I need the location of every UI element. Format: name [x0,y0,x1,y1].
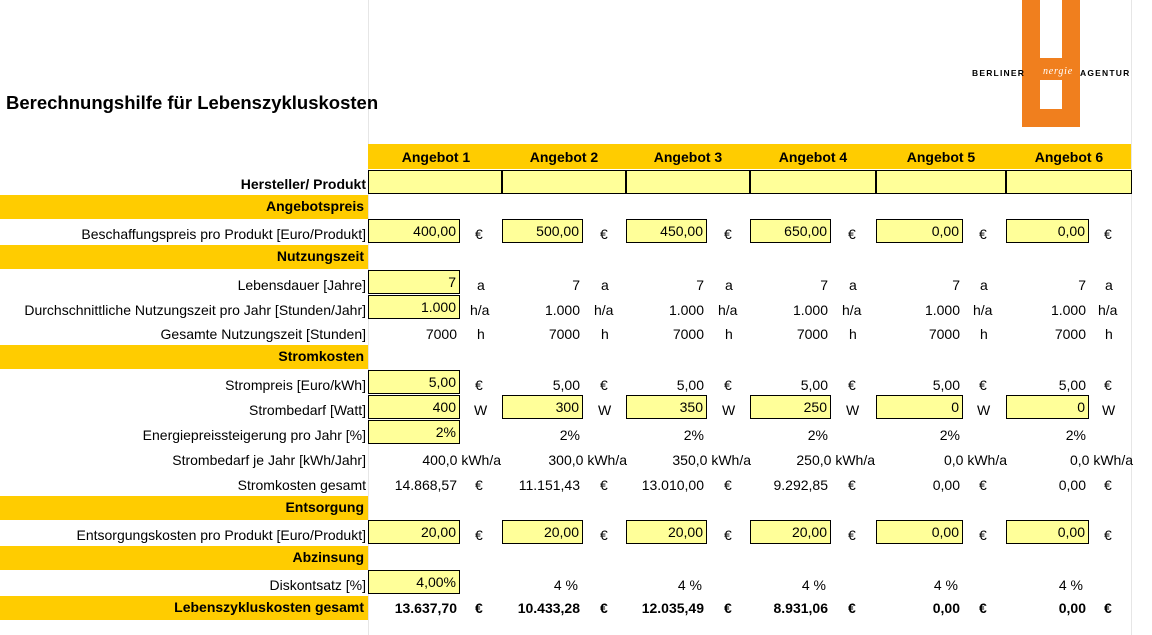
total-value-2: 10.433,28 [517,600,580,616]
gesamt-nutzungszeit-value-3: 7000 [672,326,704,342]
gesamt-nutzungszeit-label: Gesamte Nutzungszeit [Stunden] [160,326,366,342]
unit-euro: € [1104,226,1112,242]
unit-euro: € [724,527,732,543]
stromkosten-gesamt-value-1: 14.868,57 [394,477,457,493]
unit-euro: € [600,377,608,393]
strombedarf-input-3[interactable]: 350 [626,395,707,419]
total-label: Lebenszykluskosten gesamt [174,599,364,615]
column-header-angebot-1[interactable]: Angebot 1 [401,149,471,165]
section-label: Abzinsung [292,549,364,565]
unit-euro: € [848,377,856,393]
column-header-angebot-6[interactable]: Angebot 6 [1034,149,1104,165]
gesamt-nutzungszeit-value-4: 7000 [796,326,828,342]
gesamt-nutzungszeit-value-5: 7000 [928,326,960,342]
total-value-4: 8.931,06 [773,600,828,616]
entsorgung-input-3[interactable]: 20,00 [626,520,707,544]
unit-hours-per-year: h/a [1098,302,1118,318]
energiepreis-value-6: 2% [1065,427,1086,443]
diskontsatz-value-3: 4 % [677,577,702,593]
unit-watt: W [722,402,736,418]
entsorgung-input-4[interactable]: 20,00 [750,520,831,544]
section-nutzungszeit [0,245,368,269]
strompreis-input-1[interactable]: 5,00 [368,370,460,394]
unit-euro: € [724,477,732,493]
unit-years: a [849,277,857,293]
stromkosten-gesamt-value-3: 13.010,00 [641,477,704,493]
unit-hours: h [1105,326,1113,342]
lebensdauer-value-6: 7 [1078,277,1086,293]
unit-euro: € [1104,377,1112,393]
strombedarf-jahr-value-4: 250,0 kWh/a [796,452,875,468]
unit-hours: h [849,326,857,342]
unit-euro: € [848,527,856,543]
section-stromkosten [0,345,368,369]
section-label: Nutzungszeit [276,248,364,264]
unit-euro: € [979,600,987,616]
unit-euro: € [475,226,483,242]
hersteller-input-6[interactable] [1006,170,1132,194]
unit-euro: € [724,226,732,242]
unit-hours-per-year: h/a [594,302,614,318]
entsorgung-input-5[interactable]: 0,00 [876,520,963,544]
section-label: Stromkosten [278,348,364,364]
strombedarf-input-6[interactable]: 0 [1006,395,1089,419]
hersteller-input-1[interactable] [368,170,502,194]
strombedarf-input-5[interactable]: 0 [876,395,963,419]
diskontsatz-input-1[interactable]: 4,00% [368,570,460,594]
unit-hours: h [477,326,485,342]
unit-hours: h [601,326,609,342]
stromkosten-gesamt-value-4: 9.292,85 [773,477,828,493]
logo-text-mid: nergie [1043,66,1073,77]
section-label: Entsorgung [285,499,364,515]
energiepreis-value-3: 2% [683,427,704,443]
strombedarf-jahr-value-2: 300,0 kWh/a [548,452,627,468]
gesamt-nutzungszeit-value-6: 7000 [1054,326,1086,342]
energiepreis-value-4: 2% [807,427,828,443]
gesamt-nutzungszeit-value-1: 7000 [425,326,457,342]
unit-euro: € [724,600,732,616]
page-title: Berechnungshilfe für Lebenszykluskosten [6,92,379,113]
total-value-6: 0,00 [1058,600,1086,616]
stromkosten-gesamt-value-6: 0,00 [1058,477,1086,493]
section-angebotspreis [0,195,368,219]
entsorgung-input-1[interactable]: 20,00 [368,520,460,544]
entsorgung-label: Entsorgungskosten pro Produkt [Euro/Produkt] [76,527,366,543]
lebensdauer-label: Lebensdauer [Jahre] [237,277,366,293]
lebensdauer-value-3: 7 [696,277,704,293]
unit-euro: € [475,377,483,393]
nutzungszeit-value-6: 1.000 [1050,302,1086,318]
hersteller-input-4[interactable] [750,170,876,194]
strompreis-value-2: 5,00 [552,377,580,393]
beschaffung-input-6[interactable]: 0,00 [1006,219,1089,243]
diskontsatz-value-2: 4 % [553,577,578,593]
diskontsatz-value-6: 4 % [1058,577,1083,593]
hersteller-input-2[interactable] [502,170,626,194]
nutzungszeit-value-4: 1.000 [792,302,828,318]
unit-years: a [601,277,609,293]
strompreis-value-6: 5,00 [1058,377,1086,393]
unit-hours-per-year: h/a [973,302,993,318]
strompreis-label: Strompreis [Euro/kWh] [225,377,366,393]
unit-euro: € [979,527,987,543]
entsorgung-input-2[interactable]: 20,00 [502,520,583,544]
unit-years: a [477,277,485,293]
total-value-3: 12.035,49 [641,600,704,616]
unit-years: a [980,277,988,293]
total-value-1: 13.637,70 [394,600,457,616]
diskontsatz-label: Diskontsatz [%] [269,577,366,593]
unit-euro: € [600,527,608,543]
beschaffung-label: Beschaffungspreis pro Produkt [Euro/Produkt] [81,226,366,242]
energiepreis-label: Energiepreissteigerung pro Jahr [%] [142,427,366,443]
beschaffung-input-5[interactable]: 0,00 [876,219,963,243]
unit-euro: € [1104,477,1112,493]
logo-text-right: AGENTUR [1080,68,1131,78]
strombedarf-label: Strombedarf [Watt] [249,402,366,418]
lebensdauer-value-2: 7 [572,277,580,293]
energiepreis-value-2: 2% [559,427,580,443]
beschaffung-input-2[interactable]: 500,00 [502,219,583,243]
strombedarf-input-1[interactable]: 400 [368,395,460,419]
strombedarf-jahr-label: Strombedarf je Jahr [kWh/Jahr] [172,452,366,468]
section-label: Angebotspreis [265,198,364,214]
unit-euro: € [475,477,483,493]
unit-euro: € [979,377,987,393]
beschaffung-input-1[interactable]: 400,00 [368,219,460,243]
unit-euro: € [600,600,608,616]
unit-hours-per-year: h/a [842,302,862,318]
unit-years: a [1105,277,1113,293]
unit-years: a [725,277,733,293]
strombedarf-jahr-value-6: 0,0 kWh/a [1069,452,1133,468]
entsorgung-input-6[interactable]: 0,00 [1006,520,1089,544]
unit-watt: W [977,402,991,418]
unit-watt: W [1102,402,1116,418]
unit-hours-per-year: h/a [470,302,490,318]
section-abzinsung [0,546,368,570]
lebensdauer-value-5: 7 [952,277,960,293]
unit-euro: € [848,477,856,493]
unit-euro: € [848,226,856,242]
lebensdauer-input-1[interactable]: 7 [368,270,460,294]
total-row-band [0,596,368,620]
strompreis-value-5: 5,00 [932,377,960,393]
column-header-angebot-5[interactable]: Angebot 5 [906,149,976,165]
strombedarf-jahr-value-5: 0,0 kWh/a [943,452,1007,468]
nutzungszeit-value-5: 1.000 [924,302,960,318]
stromkosten-gesamt-value-2: 11.151,43 [518,477,580,493]
strombedarf-jahr-value-1: 400,0 kWh/a [422,452,501,468]
berliner-energieagentur-logo [970,0,1152,130]
beschaffung-input-4[interactable]: 650,00 [750,219,831,243]
nutzungszeit-jahr-label: Durchschnittliche Nutzungszeit pro Jahr [Stunden/Jahr] [24,302,366,318]
unit-euro: € [1104,527,1112,543]
energiepreis-input-1[interactable]: 2% [368,420,460,444]
strombedarf-jahr-value-3: 350,0 kWh/a [672,452,751,468]
unit-euro: € [1104,600,1112,616]
hersteller-input-3[interactable] [626,170,750,194]
unit-euro: € [724,377,732,393]
unit-hours-per-year: h/a [718,302,738,318]
diskontsatz-value-4: 4 % [801,577,826,593]
column-header-angebot-2[interactable]: Angebot 2 [529,149,599,165]
nutzungszeit-value-3: 1.000 [668,302,704,318]
beschaffung-input-3[interactable]: 450,00 [626,219,707,243]
unit-watt: W [598,402,612,418]
lebensdauer-value-4: 7 [820,277,828,293]
unit-watt: W [846,402,860,418]
hersteller-input-5[interactable] [876,170,1006,194]
unit-euro: € [848,600,856,616]
strombedarf-input-4[interactable]: 250 [750,395,831,419]
unit-watt: W [474,402,488,418]
unit-euro: € [475,527,483,543]
unit-euro: € [475,600,483,616]
strombedarf-input-2[interactable]: 300 [502,395,583,419]
energiepreis-value-5: 2% [939,427,960,443]
strompreis-value-4: 5,00 [800,377,828,393]
unit-euro: € [979,226,987,242]
hersteller-label: Hersteller/ Produkt [240,176,366,192]
unit-hours: h [725,326,733,342]
total-value-5: 0,00 [932,600,960,616]
column-header-angebot-4[interactable]: Angebot 4 [778,149,848,165]
stromkosten-gesamt-value-5: 0,00 [932,477,960,493]
column-header-angebot-3[interactable]: Angebot 3 [653,149,723,165]
unit-euro: € [600,477,608,493]
section-entsorgung [0,496,368,520]
diskontsatz-value-5: 4 % [933,577,958,593]
unit-euro: € [600,226,608,242]
stromkosten-gesamt-label: Stromkosten gesamt [237,477,366,493]
unit-euro: € [979,477,987,493]
unit-hours: h [980,326,988,342]
logo-text-left: BERLINER [972,68,1026,78]
strompreis-value-3: 5,00 [676,377,704,393]
gesamt-nutzungszeit-value-2: 7000 [548,326,580,342]
nutzungszeit-value-2: 1.000 [544,302,580,318]
nutzungszeit-input-1[interactable]: 1.000 [368,295,460,319]
